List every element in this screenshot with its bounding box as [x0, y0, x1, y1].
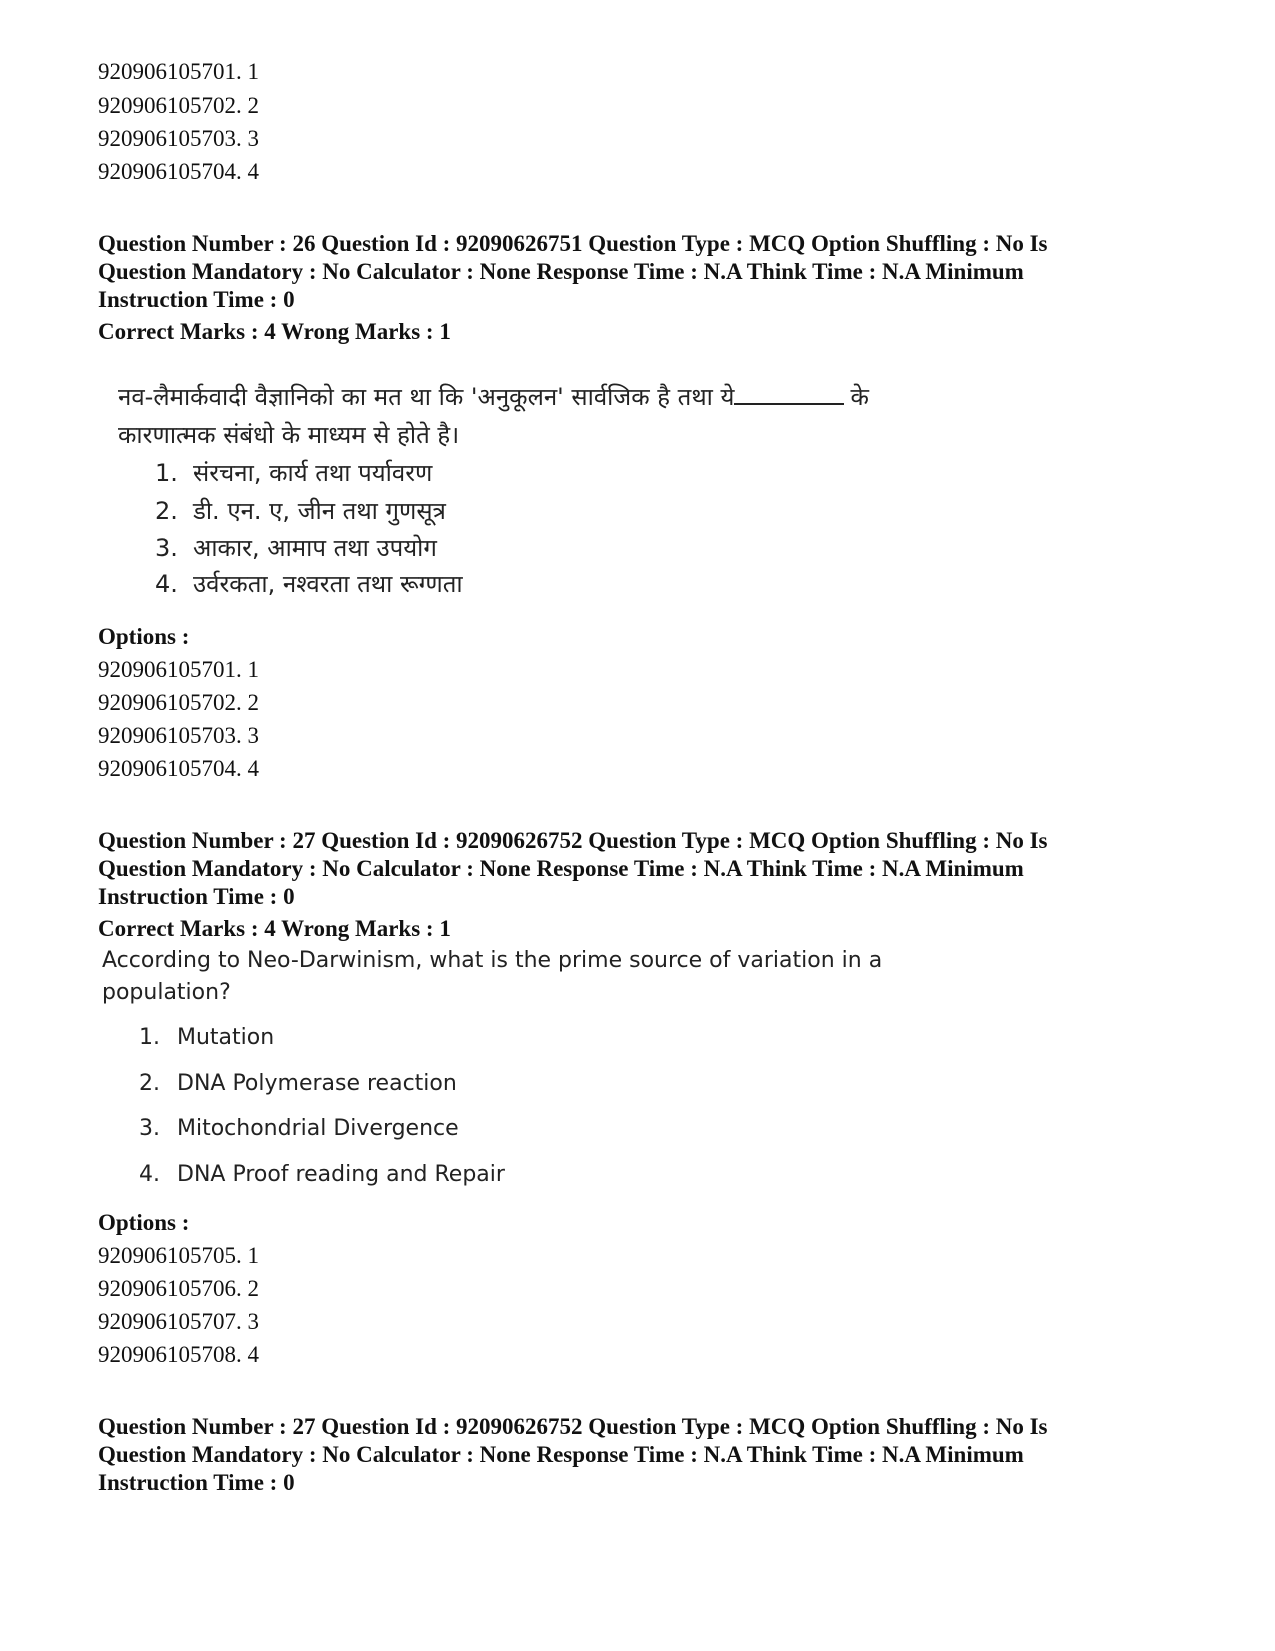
option-line: 920906105701. 1	[98, 657, 259, 682]
question-text: कारणात्मक संबंधो के माध्यम से होते है।	[118, 421, 460, 449]
question-header	[98, 1413, 1198, 1497]
fill-blank	[734, 381, 844, 405]
choice-text: DNA Polymerase reaction	[177, 1071, 457, 1096]
header-line: Question Mandatory : No Calculator : None Response Time : N.A Think Time : N.A Minimum	[98, 856, 1024, 881]
question-text-part: के	[850, 383, 869, 411]
choice-item	[139, 1162, 505, 1187]
choice-item	[139, 1025, 274, 1050]
options-label: Options :	[98, 1210, 190, 1235]
header-line: Question Mandatory : No Calculator : None Response Time : N.A Think Time : N.A Minimum	[98, 259, 1024, 284]
option-line: 920906105706. 2	[98, 1276, 259, 1301]
question-text	[118, 380, 869, 413]
question-header	[98, 230, 1198, 314]
choice-text: Mitochondrial Divergence	[177, 1116, 459, 1141]
option-line: 920906105708. 4	[98, 1342, 259, 1367]
choice-item	[139, 1116, 459, 1141]
header-line: Instruction Time : 0	[98, 1470, 295, 1495]
choice-text: DNA Proof reading and Repair	[177, 1162, 505, 1187]
option-line: 920906105701. 1	[98, 59, 259, 84]
choice-text: संरचना, कार्य तथा पर्यावरण	[193, 459, 433, 487]
choice-item	[139, 1071, 457, 1096]
options-label: Options :	[98, 624, 190, 649]
option-line: 920906105705. 1	[98, 1243, 259, 1268]
marks-line: Correct Marks : 4 Wrong Marks : 1	[98, 916, 451, 941]
choice-text: डी. एन. ए, जीन तथा गुणसूत्र	[193, 497, 446, 525]
choice-number: 4.	[155, 570, 178, 598]
choice-number: 3.	[139, 1116, 160, 1141]
header-line: Question Mandatory : No Calculator : None Response Time : N.A Think Time : N.A Minimum	[98, 1442, 1024, 1467]
option-line: 920906105702. 2	[98, 690, 259, 715]
choice-item	[155, 567, 463, 600]
header-line: Question Number : 27 Question Id : 92090626752 Question Type : MCQ Option Shuffling : No Is	[98, 828, 1048, 853]
choice-number: 4.	[139, 1162, 160, 1187]
choice-item	[155, 456, 432, 489]
option-line: 920906105707. 3	[98, 1309, 259, 1334]
question-header	[98, 827, 1198, 911]
header-line: Instruction Time : 0	[98, 884, 295, 909]
choice-item	[155, 531, 437, 564]
choice-number: 2.	[155, 497, 178, 525]
question-text: According to Neo-Darwinism, what is the prime source of variation in a	[102, 948, 883, 973]
option-line: 920906105703. 3	[98, 126, 259, 151]
marks-line: Correct Marks : 4 Wrong Marks : 1	[98, 319, 451, 344]
choice-number: 2.	[139, 1071, 160, 1096]
header-line: Instruction Time : 0	[98, 287, 295, 312]
choice-number: 1.	[139, 1025, 160, 1050]
option-line: 920906105702. 2	[98, 93, 259, 118]
choice-text: Mutation	[177, 1025, 275, 1050]
choice-item	[155, 494, 446, 527]
option-line: 920906105704. 4	[98, 159, 259, 184]
option-line: 920906105703. 3	[98, 723, 259, 748]
option-line: 920906105704. 4	[98, 756, 259, 781]
choice-number: 3.	[155, 534, 178, 562]
choice-number: 1.	[155, 459, 178, 487]
question-text-part: नव-लैमार्कवादी वैज्ञानिको का मत था कि 'अनुकूलन' सार्वजिक है तथा ये	[118, 383, 735, 411]
header-line: Question Number : 27 Question Id : 92090626752 Question Type : MCQ Option Shuffling : No Is	[98, 1414, 1048, 1439]
question-text: population?	[102, 980, 231, 1005]
choice-text: उर्वरकता, नश्वरता तथा रूग्णता	[193, 570, 463, 598]
header-line: Question Number : 26 Question Id : 92090626751 Question Type : MCQ Option Shuffling : No Is	[98, 231, 1048, 256]
choice-text: आकार, आमाप तथा उपयोग	[193, 534, 437, 562]
